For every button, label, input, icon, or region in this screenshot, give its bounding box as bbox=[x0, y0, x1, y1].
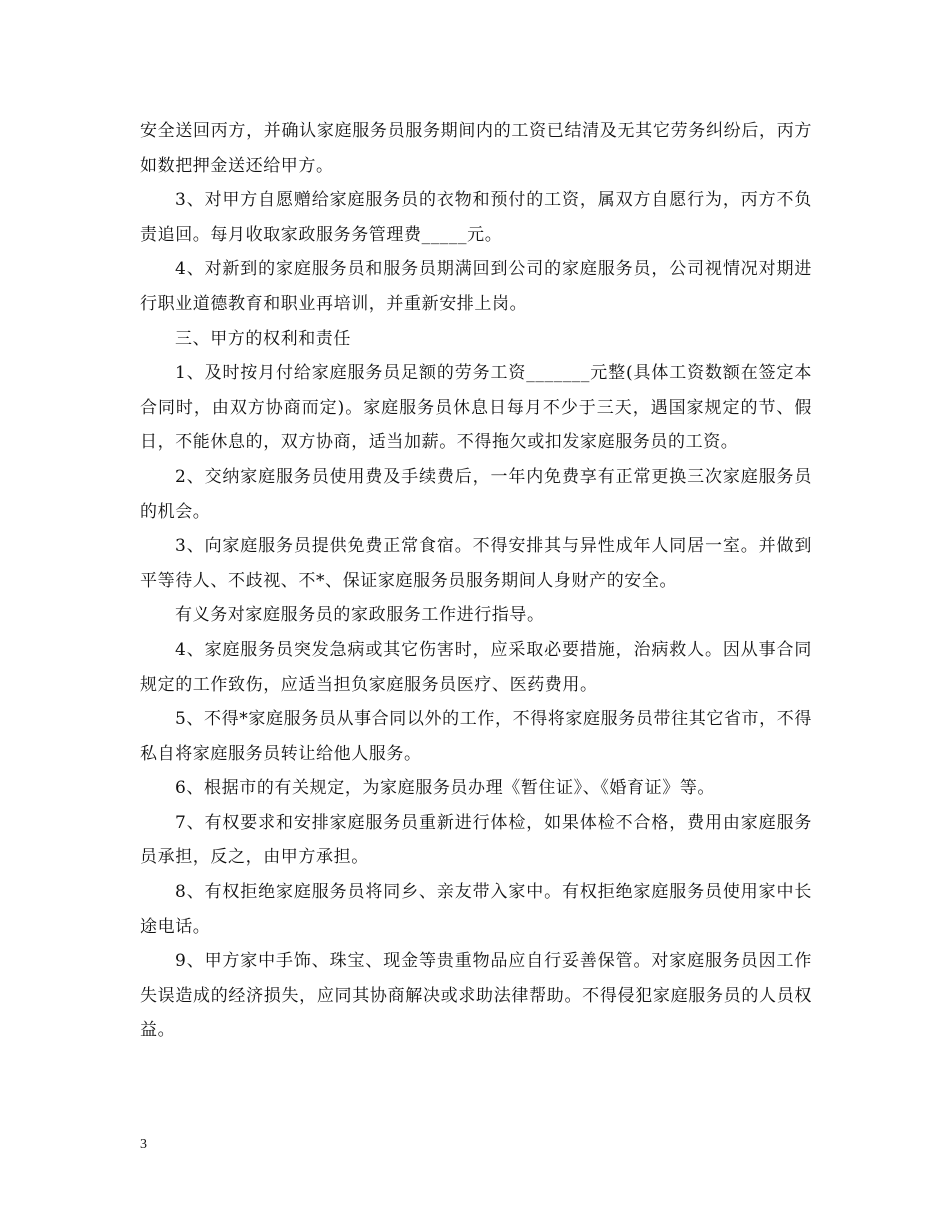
paragraph: 4、家庭服务员突发急病或其它伤害时，应采取必要措施，治病救人。因从事合同规定的工作致伤，应适当担负家庭服务员医疗、医药费用。 bbox=[140, 639, 812, 695]
paragraph: 8、有权拒绝家庭服务员将同乡、亲友带入家中。有权拒绝家庭服务员使用家中长途电话。 bbox=[140, 882, 812, 937]
paragraph: 4、对新到的家庭服务员和服务员期满回到公司的家庭服务员，公司视情况对期进行职业道德教育和职业再培训，并重新安排上岗。 bbox=[140, 259, 812, 314]
paragraph: 3、向家庭服务员提供免费正常食宿。不得安排其与异性成年人同居一室。并做到平等待人、不歧视、不*、保证家庭服务员服务期间人身财产的安全。 bbox=[140, 536, 812, 591]
paragraph: 1、及时按月付给家庭服务员足额的劳务工资_______元整(具体工资数额在签定本合同时，由双方协商而定)。家庭服务员休息日每月不少于三天，遇国家规定的节、假日，不能休息的，双方协商，适当加薪。不得拖欠或扣发家庭服务员的工资。 bbox=[140, 363, 812, 453]
document-body bbox=[140, 114, 812, 1048]
section-heading: 三、甲方的权利和责任 bbox=[175, 328, 351, 349]
paragraph: 3、对甲方自愿赠给家庭服务员的衣物和预付的工资，属双方自愿行为，丙方不负责追回。每月收取家政服务务管理费_____元。 bbox=[140, 190, 812, 245]
paragraph: 9、甲方家中手饰、珠宝、现金等贵重物品应自行妥善保管。对家庭服务员因工作失误造成的经济损失，应同其协商解决或求助法律帮助。不得侵犯家庭服务员的人员权益。 bbox=[140, 951, 812, 1041]
paragraph: 5、不得*家庭服务员从事合同以外的工作，不得将家庭服务员带往其它省市，不得私自将家庭服务员转让给他人服务。 bbox=[140, 709, 812, 764]
paragraph: 安全送回丙方，并确认家庭服务员服务期间内的工资已结清及无其它劳务纠纷后，丙方如数把押金送还给甲方。 bbox=[140, 121, 812, 176]
paragraph: 7、有权要求和安排家庭服务员重新进行体检，如果体检不合格，费用由家庭服务员承担，反之，由甲方承担。 bbox=[140, 812, 812, 868]
paragraph: 有义务对家庭服务员的家政服务工作进行指导。 bbox=[175, 605, 545, 626]
paragraph: 2、交纳家庭服务员使用费及手续费后，一年内免费享有正常更换三次家庭服务员的机会。 bbox=[140, 466, 812, 522]
paragraph: 6、根据市的有关规定，为家庭服务员办理《暂住证》、《婚育证》等。 bbox=[175, 778, 716, 799]
page-number: 3 bbox=[140, 1137, 147, 1152]
